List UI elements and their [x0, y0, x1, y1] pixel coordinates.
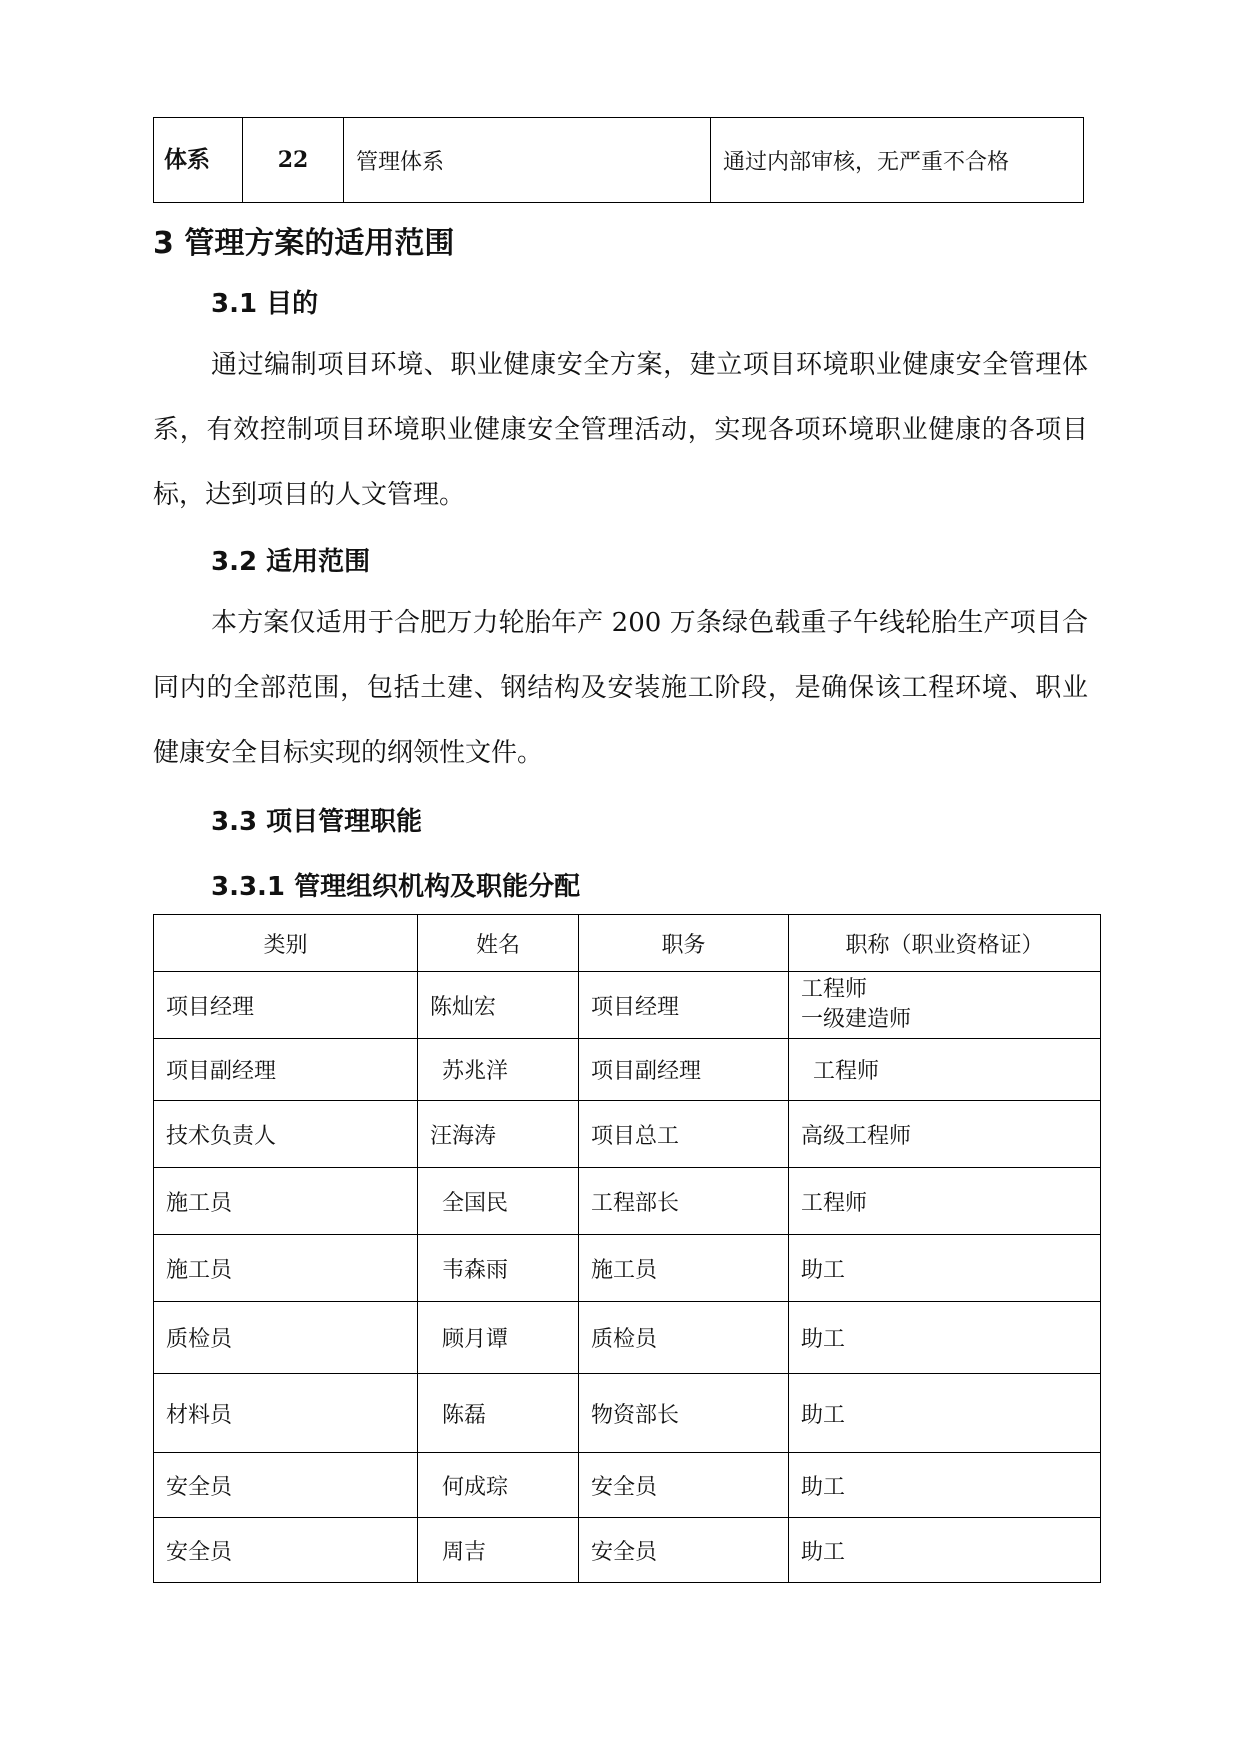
cell-name: 陈灿宏	[418, 972, 579, 1039]
section-3-3-1-heading: 3.3.1 管理组织机构及职能分配	[211, 872, 581, 902]
cell-name: 何成琮	[418, 1453, 579, 1518]
header-name: 姓名	[418, 915, 579, 972]
cell-category: 质检员	[154, 1302, 418, 1374]
cell-title: 助工	[789, 1518, 1101, 1583]
title-line: 一级建造师	[801, 1007, 912, 1032]
cell-position: 安全员	[579, 1518, 789, 1583]
cell-name: 周吉	[418, 1518, 579, 1583]
section-3-3-heading: 3.3 项目管理职能	[211, 807, 423, 837]
cell-name: 苏兆洋	[418, 1039, 579, 1101]
section-3-2-body: 本方案仅适用于合肥万力轮胎年产 200 万条绿色载重子午线轮胎生产项目合同内的全部范围，包括土建、钢结构及安装施工阶段，是确保该工程环境、职业健康安全目标实现的纲领性文件。	[153, 608, 1088, 768]
cell-name: 汪海涛	[418, 1101, 579, 1168]
header-title: 职称（职业资格证）	[789, 915, 1101, 972]
cell-title: 助工	[789, 1235, 1101, 1302]
section-3-heading: 3 管理方案的适用范围	[153, 226, 455, 261]
cell-position: 项目经理	[579, 972, 789, 1039]
table-row	[154, 1101, 1101, 1168]
header-position: 职务	[579, 915, 789, 972]
table-row	[154, 1168, 1101, 1235]
table-row	[154, 1302, 1101, 1374]
table-row	[154, 1039, 1101, 1101]
table-row	[154, 1235, 1101, 1302]
table-row	[154, 1518, 1101, 1583]
table-header-row	[154, 915, 1101, 972]
cell-title: 助工	[789, 1302, 1101, 1374]
cell-position: 工程部长	[579, 1168, 789, 1235]
cell-category: 施工员	[154, 1168, 418, 1235]
header-category: 类别	[154, 915, 418, 972]
cell-name: 韦森雨	[418, 1235, 579, 1302]
cell-category: 材料员	[154, 1374, 418, 1453]
cell-title: 高级工程师	[789, 1101, 1101, 1168]
cell-category: 项目副经理	[154, 1039, 418, 1101]
cell-position: 安全员	[579, 1453, 789, 1518]
table-row	[154, 1374, 1101, 1453]
cell-category: 安全员	[154, 1453, 418, 1518]
cell-title: 助工	[789, 1453, 1101, 1518]
cell-name: 陈磊	[418, 1374, 579, 1453]
cell-position: 施工员	[579, 1235, 789, 1302]
cell-name: 顾月谭	[418, 1302, 579, 1374]
top-table	[153, 117, 1084, 203]
cell-category: 技术负责人	[154, 1101, 418, 1168]
item-cell: 管理体系	[344, 118, 711, 203]
table-row	[154, 972, 1101, 1039]
standard-cell: 通过内部审核，无严重不合格	[711, 118, 1084, 203]
section-3-2-heading: 3.2 适用范围	[211, 547, 371, 577]
cell-category: 项目经理	[154, 972, 418, 1039]
table-row	[154, 118, 1084, 203]
cell-name: 全国民	[418, 1168, 579, 1235]
number-cell: 22	[243, 118, 344, 203]
cell-category: 施工员	[154, 1235, 418, 1302]
category-cell: 体系	[154, 118, 243, 203]
cell-title: 工程师	[789, 1168, 1101, 1235]
table-row	[154, 1453, 1101, 1518]
staff-table	[153, 914, 1101, 1583]
cell-position: 物资部长	[579, 1374, 789, 1453]
cell-title: 助工	[789, 1374, 1101, 1453]
cell-position: 项目总工	[579, 1101, 789, 1168]
cell-title	[789, 972, 1101, 1039]
cell-position: 质检员	[579, 1302, 789, 1374]
section-3-1-body: 通过编制项目环境、职业健康安全方案，建立项目环境职业健康安全管理体系，有效控制项目环境职业健康安全管理活动，实现各项环境职业健康的各项目标，达到项目的人文管理。	[153, 350, 1088, 510]
cell-category: 安全员	[154, 1518, 418, 1583]
section-3-1-heading: 3.1 目的	[211, 289, 319, 319]
cell-position: 项目副经理	[579, 1039, 789, 1101]
title-line: 工程师	[801, 977, 868, 1002]
cell-title: 工程师	[789, 1039, 1101, 1101]
